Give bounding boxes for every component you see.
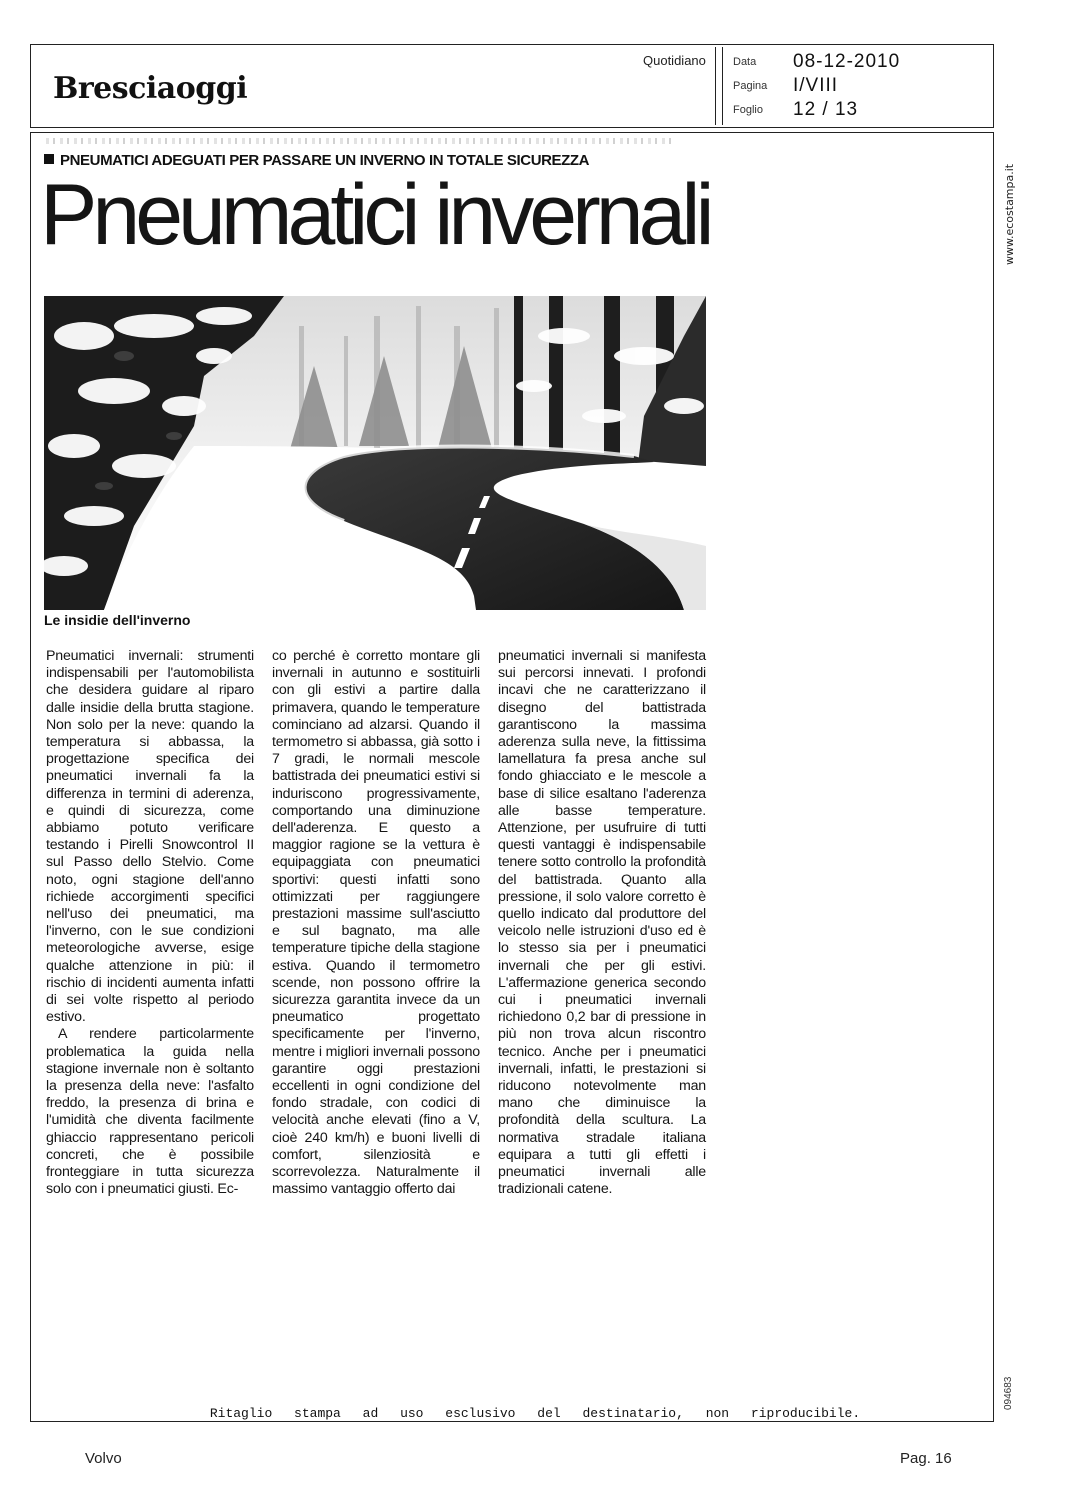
- meta-row-pagina: [733, 75, 838, 97]
- publication-type: Quotidiano: [643, 53, 706, 68]
- photo-caption: Le insidie dell'inverno: [44, 612, 191, 628]
- scan-noise-strip: [46, 138, 676, 144]
- client-name: Volvo: [85, 1450, 122, 1467]
- foglio-value: 12 / 13: [793, 99, 859, 120]
- pagina-value: I/VIII: [793, 75, 839, 96]
- kicker-text: PNEUMATICI ADEGUATI PER PASSARE UN INVERNO IN TOTALE SICUREZZA: [60, 152, 590, 169]
- column-1-paragraph-2: A rendere particolarmente problematica la guida nella stagione invernale non è soltanto la presenza della neve: l'asfalto freddo, la presenza di brina e l'umidità che diventa facilmente ghiaccio rappresentano pericoli concreti, che è possibile fronteggiare in tutta sicurezza solo con i pneumatici giusti. Ec-: [46, 1026, 254, 1198]
- page-number: Pag. 16: [900, 1450, 952, 1467]
- side-code: [1003, 1360, 1019, 1410]
- foglio-label: Foglio: [733, 104, 763, 116]
- copyright-notice: Ritaglio stampa ad uso esclusivo del destinatario, non riproducibile.: [209, 1406, 861, 1421]
- side-url-text: www.ecostampa.it: [1003, 163, 1016, 265]
- text-column-2: [272, 648, 480, 1199]
- article-headline: Pneumatici invernali: [40, 167, 710, 263]
- column-1-paragraph-1: Pneumatici invernali: strumenti indispensabili per l'automobilista che desidera guidare al riparo dalle insidie della brutta stagione. Non solo per la neve: quando la temperatura si abbassa, la progettazione specifica dei pneumatici invernali fa la differenza in termini di aderenza, e quindi di sicurezza, come abbiamo potuto verificare testando i Pirelli Snowcontrol II sul Passo dello Stelvio. Come noto, ogni stagione dell'anno richiede accorgimenti specifici nell'uso dei pneumatici, ma l'inverno, con le sue condizioni meteorologiche avverse, esige qualche attenzione in più: il rischio di incidenti aumenta infatti di sei volte rispetto al periodo estivo.: [46, 648, 254, 1026]
- side-code-text: 094683: [1003, 1376, 1014, 1410]
- data-label: Data: [733, 56, 757, 68]
- column-2-paragraph: co perché è corretto montare gli invernali in autunno e sostituirli con gli estivi a partire dalla primavera, quando le temperature cominciano ad alzarsi. Quando il termometro si abbassa, già sotto i 7 gradi, le normali mescole battistrada dei pneumatici estivi si induriscono progressivamente, comportando una diminuzione dell'aderenza. E questo a maggior ragione se la vettura è equipaggiata con pneumatici sportivi: questi infatti sono ottimizzati per raggiungere prestazioni massime sull'asciutto e sul bagnato, ma alle temperature tipiche della stagione estiva. Quando il termometro scende, non possono offrire la sicurezza garantita invece da un pneumatico progettato specificamente per l'inverno, mentre i migliori invernali possono garantire oggi prestazioni eccellenti in ogni condizione del fondo stradale, con codici di velocità anche elevati (fino a V, cioè 240 km/h) e buoni livelli di comfort, silenziosità e scorrevolezza. Naturalmente il massimo vantaggio offerto dai: [272, 648, 480, 1198]
- snowy-road-photo: [44, 296, 706, 610]
- meta-row-data: [733, 51, 900, 73]
- pagina-label: Pagina: [733, 80, 768, 92]
- masthead: Bresciaoggi: [53, 71, 248, 106]
- data-value: 08-12-2010: [793, 51, 901, 72]
- meta-inner: [722, 47, 991, 125]
- column-3-paragraph: pneumatici invernali si manifesta sui percorsi innevati. I profondi incavi che ne caratterizzano il disegno del battistrada garantiscono la massima aderenza sulla neve, la fittissima lamellatura fa presa anche sul fondo ghiacciato e le mescole a base di silice esaltano l'aderenza alle basse temperature. Attenzione, per usufruire di tutti questi vantaggi è indispensabile tenere sotto controllo la profondità del battistrada. Quanto alla pressione, il solo valore corretto è quello indicato dal produttore del veicolo nelle istruzioni d'uso ed è lo stesso sia per i pneumatici invernali che per gli estivi. L'affermazione generica secondo cui i pneumatici invernali richiedono 0,2 bar di pressione in più non trova alcun riscontro tecnico. Anche per i pneumatici invernali, infatti, le prestazioni si riducono notevolmente man mano che diminuisce la profondità della scultura. La normativa stradale italiana equipara a tutti gli effetti i pneumatici invernali alle tradizionali catene.: [498, 648, 706, 1198]
- clipping-header: [30, 44, 994, 128]
- side-url: [1003, 145, 1019, 265]
- text-column-1: [46, 648, 254, 1199]
- meta-row-foglio: [733, 99, 858, 121]
- text-column-3: [498, 648, 706, 1199]
- meta-box: [715, 47, 991, 125]
